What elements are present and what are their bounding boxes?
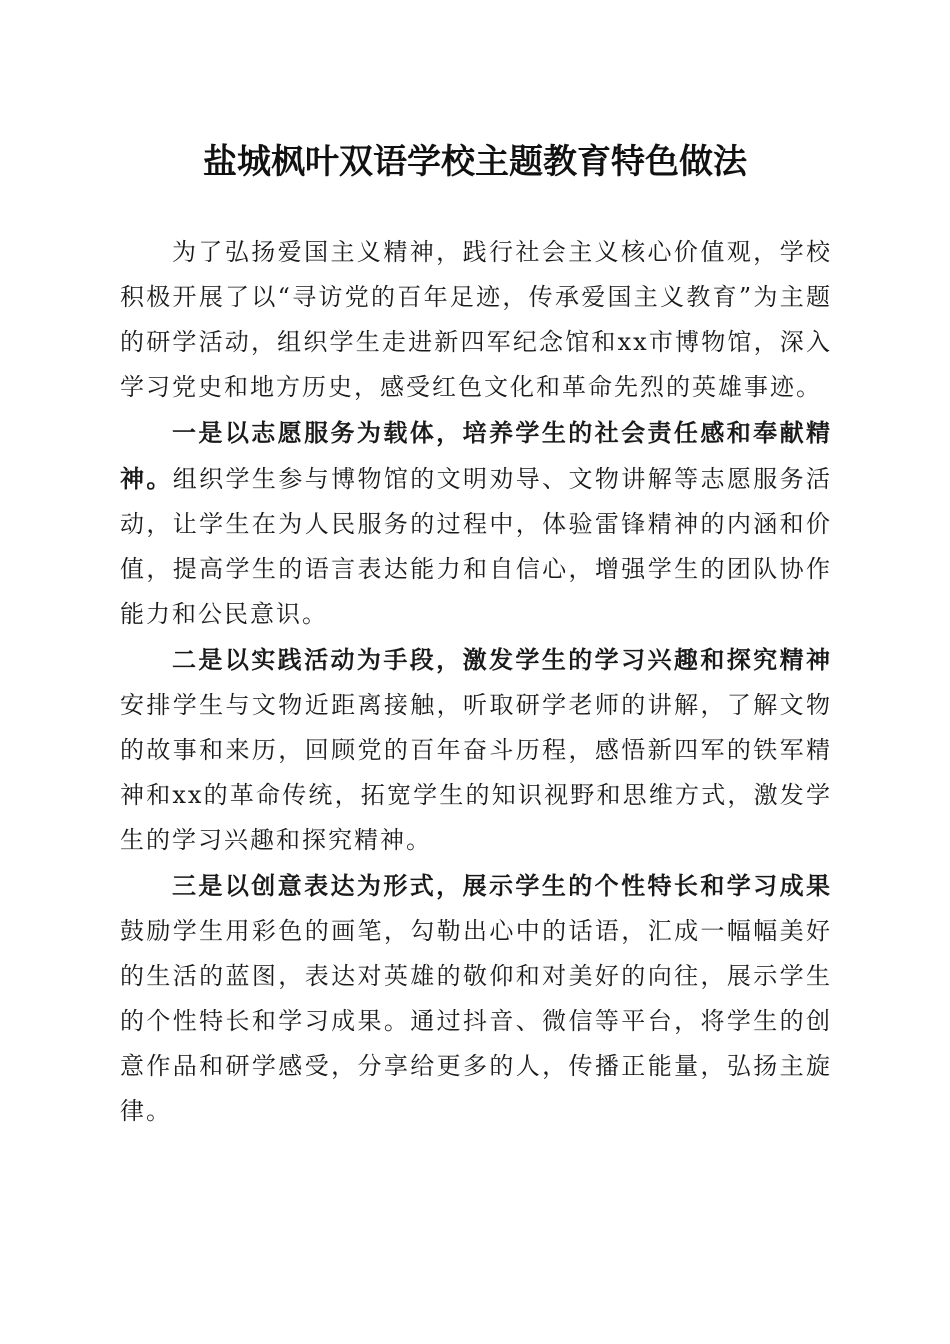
section-lead-2: 二是以实践活动为手段，激发学生的学习兴趣和探究精神 xyxy=(172,645,832,674)
section-text-1: 组织学生参与博物馆的文明劝导、文物讲解等志愿服务活动，让学生在为人民服务的过程中，体验雷锋精神的内涵和价值，提高学生的语言表达能力和自信心，增强学生的团队协作能力和公民意识。 xyxy=(120,465,833,628)
section-text-3: 鼓励学生用彩色的画笔，勾勒出心中的话语，汇成一幅幅美好的生活的蓝图，表达对英雄的敬仰和对美好的向往，展示学生的个性特长和学习成果。通过抖音、微信等平台，将学生的创意作品和研学感受，分享给更多的人，传播正能量，弘扬主旋律。 xyxy=(120,917,832,1125)
section-text-2: 安排学生与文物近距离接触，听取研学老师的讲解，了解文物的故事和来历，回顾党的百年奋斗历程，感悟新四军的铁军精神和xx的革命传统，拓宽学生的知识视野和思维方式，激发学生的学习兴趣和探究精神。 xyxy=(120,691,832,854)
section-paragraph-1 xyxy=(120,410,832,637)
document-body xyxy=(120,230,832,1134)
section-paragraph-3 xyxy=(120,863,832,1134)
section-lead-1: 一是以志愿服务为载体，培养学生的社会责任感和奉献精神。 xyxy=(120,418,832,493)
document-title: 盐城枫叶双语学校主题教育特色做法 xyxy=(203,142,747,182)
section-paragraph-2 xyxy=(120,637,832,863)
section-lead-3: 三是以创意表达为形式，展示学生的个性特长和学习成果 xyxy=(172,871,832,900)
intro-paragraph: 为了弘扬爱国主义精神，践行社会主义核心价值观，学校积极开展了以“寻访党的百年足迹，传承爱国主义教育”为主题的研学活动，组织学生走进新四军纪念馆和xx市博物馆，深入学习党史和地方历史，感受红色文化和革命先烈的英雄事迹。 xyxy=(120,238,832,401)
